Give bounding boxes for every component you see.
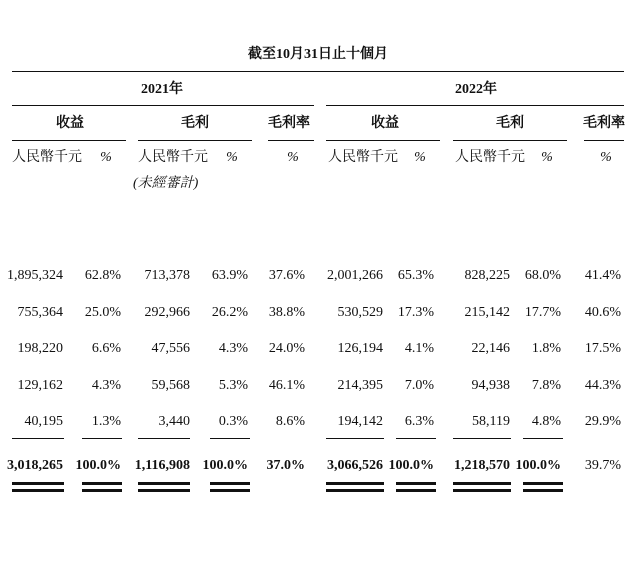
- double-underline: [523, 489, 563, 492]
- gross-margin-header-2021: 毛利率: [268, 116, 310, 131]
- double-underline: [12, 489, 64, 492]
- table-cell: 8.6%: [275, 414, 305, 429]
- year-2022-header: 2022年: [455, 82, 497, 97]
- table-cell: 41.4%: [584, 268, 621, 283]
- total-cell: 3,066,526: [327, 458, 383, 473]
- table-cell: 828,225: [464, 268, 510, 283]
- divider: [12, 140, 126, 141]
- divider: [584, 140, 624, 141]
- table-cell: 4.8%: [531, 414, 561, 429]
- total-cell: 3,018,265: [7, 458, 63, 473]
- table-cell: 68.0%: [524, 268, 561, 283]
- table-cell: 1.3%: [91, 414, 121, 429]
- table-cell: 4.3%: [91, 378, 121, 393]
- divider: [326, 140, 440, 141]
- table-cell: 63.9%: [211, 268, 248, 283]
- table-cell: 214,395: [337, 378, 383, 393]
- table-cell: 6.6%: [91, 341, 121, 356]
- double-underline: [326, 482, 384, 485]
- unit-rmb-thousand: 人民幣千元: [138, 150, 208, 165]
- unit-percent: %: [287, 150, 299, 165]
- table-cell: 38.8%: [268, 305, 305, 320]
- table-cell: 292,966: [144, 305, 190, 320]
- divider: [12, 438, 64, 439]
- double-underline: [453, 482, 511, 485]
- table-cell: 194,142: [337, 414, 383, 429]
- table-cell: 3,440: [158, 414, 190, 429]
- divider: [396, 438, 436, 439]
- divider: [210, 438, 250, 439]
- divider: [82, 438, 122, 439]
- revenue-header-2021: 收益: [56, 116, 84, 131]
- divider: [12, 105, 314, 106]
- gross-profit-header-2022: 毛利: [496, 116, 524, 131]
- table-cell: 25.0%: [84, 305, 121, 320]
- total-cell: 100.0%: [388, 458, 434, 473]
- table-cell: 530,529: [337, 305, 383, 320]
- year-2021-header: 2021年: [141, 82, 183, 97]
- table-cell: 713,378: [144, 268, 190, 283]
- table-cell: 4.1%: [404, 341, 434, 356]
- double-underline: [138, 482, 190, 485]
- table-cell: 1,895,324: [7, 268, 63, 283]
- table-cell: 5.3%: [218, 378, 248, 393]
- double-underline: [12, 482, 64, 485]
- divider: [268, 140, 314, 141]
- total-cell: 1,218,570: [454, 458, 510, 473]
- table-cell: 126,194: [337, 341, 383, 356]
- table-cell: 0.3%: [218, 414, 248, 429]
- double-underline: [210, 482, 250, 485]
- unit-percent: %: [100, 150, 112, 165]
- table-cell: 17.3%: [397, 305, 434, 320]
- table-period-title: 截至10月31日止十個月: [248, 47, 388, 62]
- table-cell: 62.8%: [84, 268, 121, 283]
- unit-rmb-thousand: 人民幣千元: [328, 150, 398, 165]
- total-cell: 100.0%: [202, 458, 248, 473]
- table-cell: 24.0%: [268, 341, 305, 356]
- table-cell: 37.6%: [268, 268, 305, 283]
- divider: [12, 71, 624, 72]
- double-underline: [210, 489, 250, 492]
- table-cell: 44.3%: [584, 378, 621, 393]
- total-cell: 100.0%: [515, 458, 561, 473]
- table-cell: 755,364: [17, 305, 63, 320]
- unit-percent: %: [541, 150, 553, 165]
- total-cell: 1,116,908: [134, 458, 190, 473]
- divider: [523, 438, 563, 439]
- gross-profit-header-2021: 毛利: [181, 116, 209, 131]
- unaudited-note: (未經審計): [133, 176, 199, 191]
- divider: [326, 438, 384, 439]
- table-cell: 198,220: [17, 341, 63, 356]
- divider: [138, 438, 190, 439]
- double-underline: [396, 482, 436, 485]
- table-cell: 94,938: [471, 378, 510, 393]
- table-cell: 58,119: [472, 414, 510, 429]
- unit-rmb-thousand: 人民幣千元: [455, 150, 525, 165]
- total-cell: 37.0%: [266, 458, 305, 473]
- divider: [138, 140, 252, 141]
- unit-percent: %: [226, 150, 238, 165]
- total-cell: 39.7%: [584, 458, 621, 473]
- table-cell: 29.9%: [584, 414, 621, 429]
- table-cell: 7.8%: [531, 378, 561, 393]
- unit-percent: %: [600, 150, 612, 165]
- table-cell: 129,162: [17, 378, 63, 393]
- double-underline: [82, 482, 122, 485]
- table-cell: 59,568: [151, 378, 190, 393]
- double-underline: [453, 489, 511, 492]
- table-cell: 2,001,266: [327, 268, 383, 283]
- table-cell: 47,556: [151, 341, 190, 356]
- table-cell: 46.1%: [268, 378, 305, 393]
- double-underline: [138, 489, 190, 492]
- table-cell: 17.7%: [524, 305, 561, 320]
- table-cell: 40,195: [24, 414, 63, 429]
- table-cell: 26.2%: [211, 305, 248, 320]
- table-cell: 22,146: [471, 341, 510, 356]
- double-underline: [523, 482, 563, 485]
- table-cell: 215,142: [464, 305, 510, 320]
- table-cell: 7.0%: [404, 378, 434, 393]
- table-cell: 1.8%: [531, 341, 561, 356]
- gross-margin-header-2022: 毛利率: [583, 116, 625, 131]
- unit-percent: %: [414, 150, 426, 165]
- divider: [453, 140, 567, 141]
- divider: [453, 438, 511, 439]
- double-underline: [82, 489, 122, 492]
- table-cell: 4.3%: [218, 341, 248, 356]
- table-cell: 6.3%: [404, 414, 434, 429]
- table-cell: 65.3%: [397, 268, 434, 283]
- revenue-header-2022: 收益: [371, 116, 399, 131]
- total-cell: 100.0%: [75, 458, 121, 473]
- double-underline: [326, 489, 384, 492]
- divider: [326, 105, 624, 106]
- double-underline: [396, 489, 436, 492]
- table-cell: 40.6%: [584, 305, 621, 320]
- table-cell: 17.5%: [584, 341, 621, 356]
- unit-rmb-thousand: 人民幣千元: [12, 150, 82, 165]
